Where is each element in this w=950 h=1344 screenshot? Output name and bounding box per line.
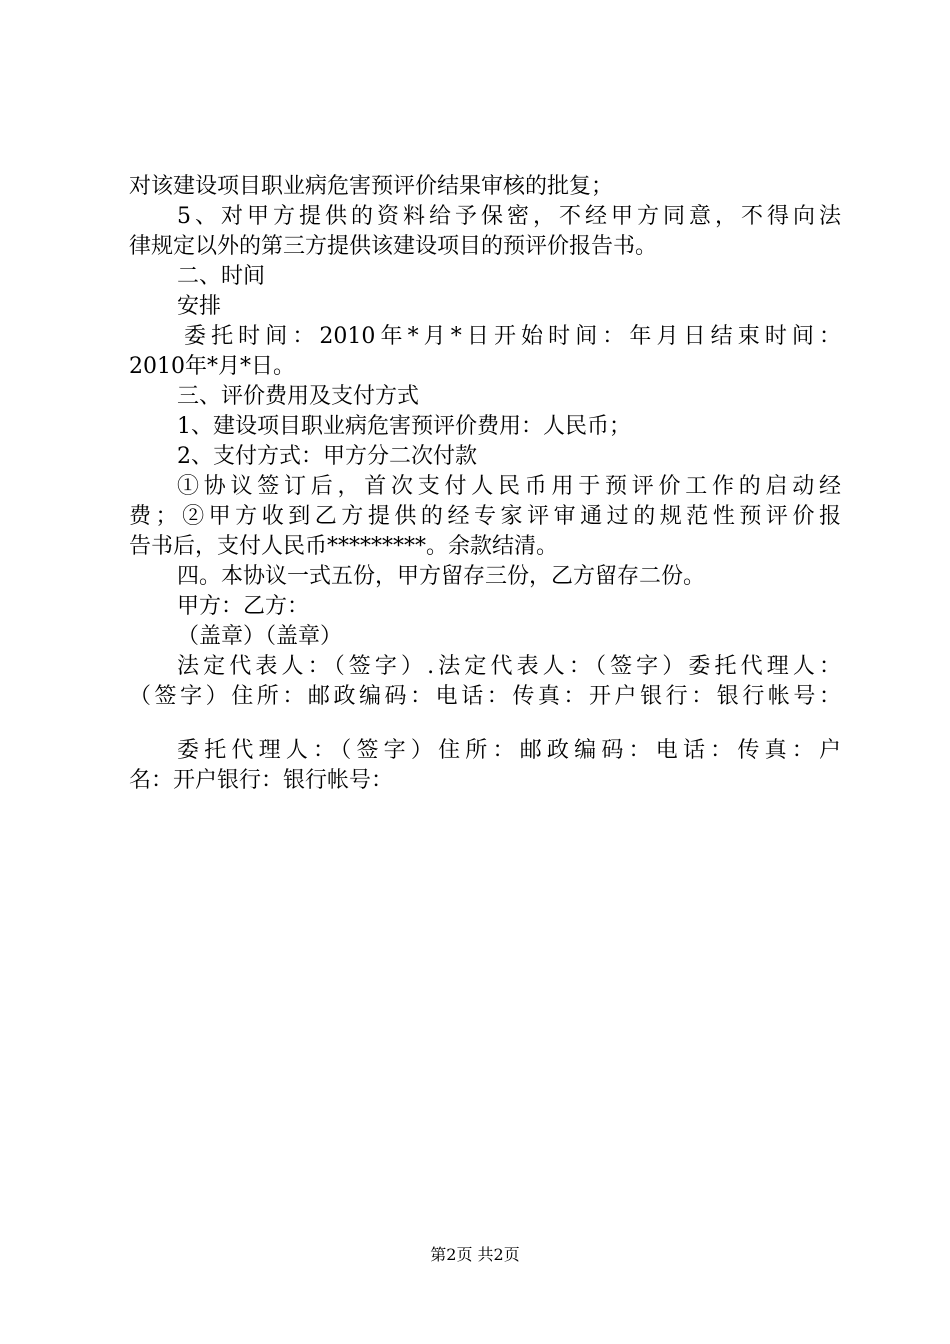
- paragraph-line: 2010年*月*日。: [129, 354, 295, 379]
- signature-line: 名：开户银行：银行帐号：: [129, 768, 394, 793]
- paragraph-line: 四。本协议一式五份，甲方留存三份，乙方留存二份。: [177, 564, 706, 589]
- paragraph-line: 安排: [177, 294, 222, 319]
- signature-line: 委托代理人：（签字）住所：邮政编码：电话：传真：户: [177, 738, 841, 763]
- paragraph-line: ①协议签订后，首次支付人民币用于预评价工作的启动经: [177, 474, 841, 499]
- page-number-footer: 第2页 共2页: [430, 1245, 520, 1264]
- document-body: [129, 172, 841, 796]
- paragraph-line: 委托时间：2010年*月*日开始时间：年月日结束时间：: [184, 324, 841, 349]
- seal-line: （盖章）（盖章）: [177, 624, 343, 649]
- paragraph-line: 1、建设项目职业病危害预评价费用：人民币；: [177, 414, 631, 439]
- paragraph-line: 告书后，支付人民币*********。余款结清。: [129, 534, 559, 559]
- paragraph-line: 费；②甲方收到乙方提供的经专家评审通过的规范性预评价报: [129, 504, 841, 529]
- paragraph-line: 5、对甲方提供的资料给予保密，不经甲方同意，不得向法: [177, 204, 841, 229]
- section-heading: 三、评价费用及支付方式: [177, 384, 420, 409]
- signature-line: （签字）住所：邮政编码：电话：传真：开户银行：银行帐号：: [129, 684, 841, 709]
- paragraph-line: 律规定以外的第三方提供该建设项目的预评价报告书。: [129, 234, 658, 259]
- party-label-line: 甲方：乙方：: [177, 594, 310, 619]
- paragraph-line: 对该建设项目职业病危害预评价结果审核的批复；: [129, 174, 614, 199]
- section-heading: 二、时间: [177, 264, 266, 289]
- paragraph-line: 2、支付方式：甲方分二次付款: [177, 444, 477, 469]
- signature-line: 法定代表人：（签字）.法定代表人：（签字）委托代理人：: [177, 654, 841, 679]
